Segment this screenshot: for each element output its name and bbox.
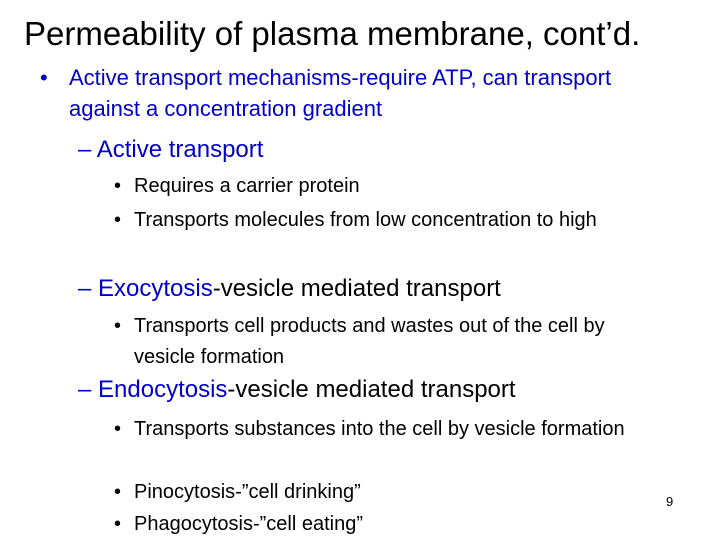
section-heading-colored: Exocytosis [98,275,213,302]
section-heading-colored: Endocytosis [98,376,228,403]
bullet-icon: • [114,175,122,197]
main-bullet-text: Active transport mechanisms-require ATP, can transport against a concentration gradient [69,65,612,121]
sub-bullet [114,171,654,202]
section-heading-active-transport [78,135,698,165]
page-number: 9 [666,494,674,509]
bullet-icon: • [114,513,122,535]
bullet-icon: • [114,481,122,503]
sub-bullet-text: Phagocytosis-”cell eating” [134,513,363,535]
sub-bullet-text: Transports molecules from low concentration to high [134,209,597,231]
dash-marker: – [78,136,97,163]
section-heading-endocytosis [78,375,698,405]
section-heading-rest: -vesicle mediated transport [227,376,516,403]
bullet-icon: • [114,209,122,231]
bullet-icon: • [40,65,48,90]
sub-bullet-text: Transports substances into the cell by vesicle formation [134,418,625,440]
dash-marker: – [78,275,99,302]
sub-bullet-text: Requires a carrier protein [134,175,360,197]
slide-title: Permeability of plasma membrane, cont’d. [24,15,641,52]
section-heading-exocytosis [78,274,698,304]
bullet-icon: • [114,418,122,440]
sub-bullet [114,205,654,236]
section-heading-rest: -vesicle mediated transport [212,275,501,302]
sub-bullet [114,414,654,445]
dash-marker: – [78,376,99,403]
bullet-icon: • [114,315,122,337]
sub-bullet-text: Pinocytosis-”cell drinking” [134,481,361,503]
sub-bullet [114,509,654,540]
sub-bullet-text: Transports cell products and wastes out of the cell by vesicle formation [134,315,605,368]
main-bullet [40,62,680,124]
section-heading-colored: Active transport [96,136,264,163]
sub-bullet [114,311,654,373]
sub-bullet [114,477,654,508]
